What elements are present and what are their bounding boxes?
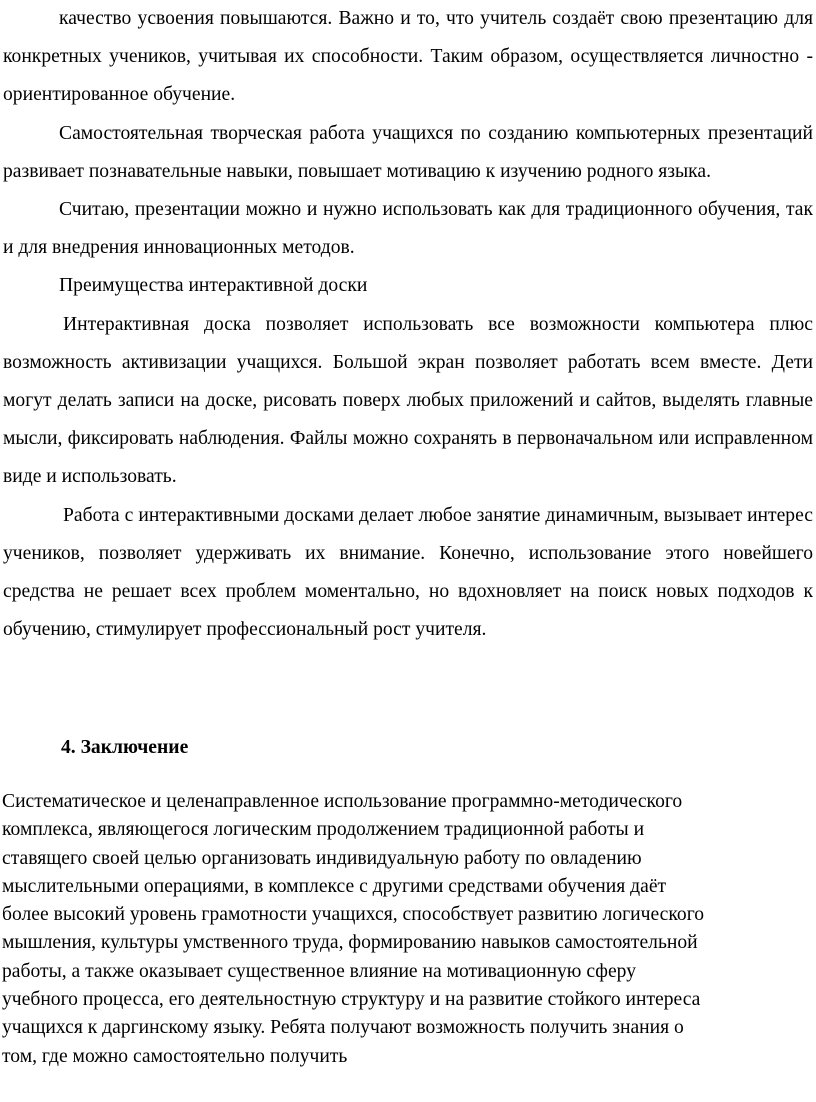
subheading-whiteboard-advantages: Преимущества интерактивной доски (59, 275, 368, 297)
conclusion-line: том, где можно самостоятельно получить (2, 1045, 348, 1067)
paragraph-presentations-usage: Считаю, презентации можно и нужно использовать как для традиционного обучения, так и для внедрения инновационных методов. (3, 199, 813, 259)
conclusion-line: работы, а также оказывает существенное влияние на мотивационную сферу (2, 960, 637, 982)
section-heading-conclusion: 4. Заключение (61, 737, 189, 758)
paragraph-student-presentations: Самостоятельная творческая работа учащихся по созданию компьютерных презентаций развивает познавательные навыки, повышает мотивацию к изучению родного языка. (3, 122, 813, 182)
conclusion-line: более высокий уровень грамотности учащихся, способствует развитию логического (2, 904, 705, 926)
conclusion-line: комплекса, являющегося логическим продолжением традиционной работы и (2, 819, 645, 841)
conclusion-line: ставящего своей целью организовать индивидуальную работу по овладению (2, 847, 642, 869)
body-text (3, 0, 813, 649)
conclusion-line: мыслительными операциями, в комплексе с другими средствами обучения даёт (2, 875, 667, 897)
paragraph-whiteboard-capabilities: Интерактивная доска позволяет использовать все возможности компьютера плюс возможность активизации учащихся. Большой экран позволяет работать всем вместе. Дети могут делать записи на доске, рисовать поверх любых приложений и сайтов, выделять главные мысли, фиксировать наблюдения. Файлы можно сохранять в первоначальном или исправленном виде и использовать. (3, 313, 813, 488)
conclusion-text (2, 788, 814, 1071)
paragraph-whiteboard-work: Работа с интерактивными досками делает любое занятие динамичным, вызывает интерес учеников, позволяет удерживать их внимание. Конечно, использование этого новейшего средства не решает всех проблем моментально, но вдохновляет на поиск новых подходов к обучению, стимулирует профессиональный рост учителя. (3, 504, 813, 641)
conclusion-line: Систематическое и целенаправленное использование программно-методического (2, 791, 683, 812)
paragraph-presentation-quality: качество усвоения повышаются. Важно и то, что учитель создаёт свою презентацию для конкретных учеников, учитывая их способности. Таким образом, осуществляется личностно - ориентированное обучение. (3, 8, 813, 106)
conclusion-line: мышления, культуры умственного труда, формированию навыков самостоятельной (2, 932, 698, 954)
conclusion-line: учебного процесса, его деятельностную структуру и на развитие стойкого интереса (2, 989, 701, 1011)
conclusion-line: учащихся к даргинскому языку. Ребята получают возможность получить знания о (2, 1017, 684, 1039)
paragraph-conclusion (2, 788, 814, 1071)
